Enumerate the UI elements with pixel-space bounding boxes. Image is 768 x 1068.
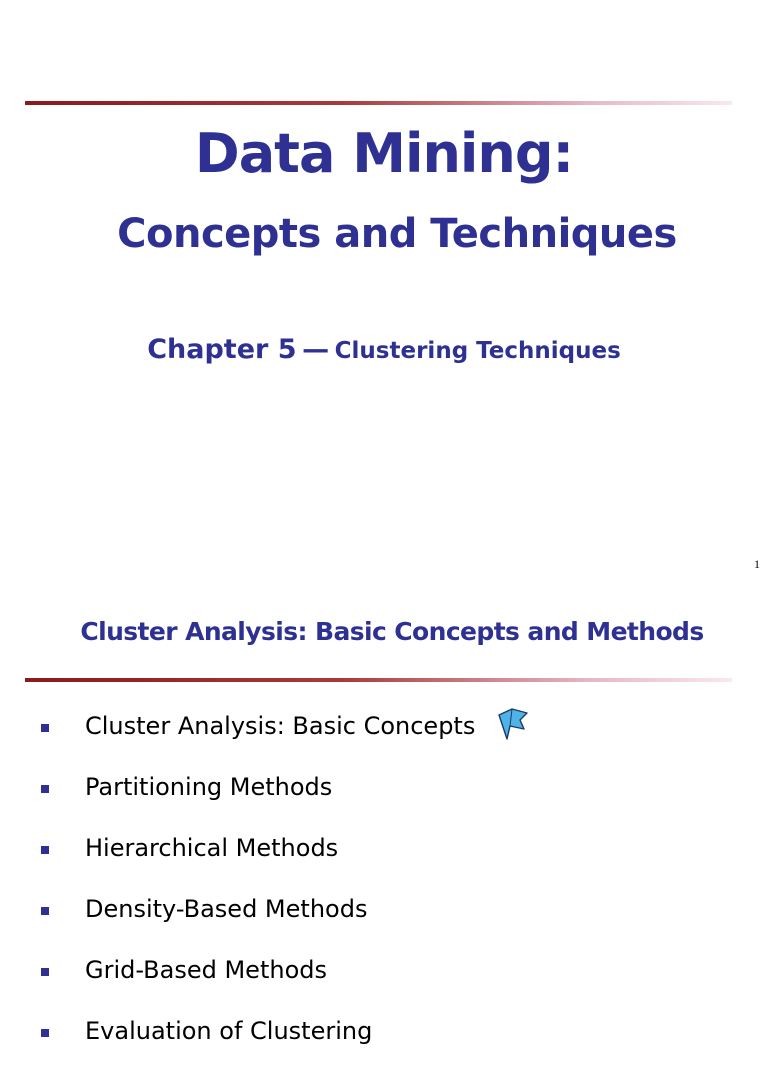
bullet-text: Density-Based Methods <box>85 895 368 923</box>
list-item <box>0 763 768 824</box>
list-item <box>0 1007 768 1068</box>
title-rule <box>25 678 732 682</box>
bullet-text: Cluster Analysis: Basic Concepts <box>85 712 476 740</box>
slide-title: Cluster Analysis: Basic Concepts and Methods <box>80 617 704 646</box>
bullet-text: Evaluation of Clustering <box>85 1017 373 1045</box>
slide-subtitle: Concepts and Techniques <box>117 211 677 257</box>
square-bullet-icon <box>41 724 49 732</box>
list-item <box>0 946 768 1007</box>
flag-pointer-icon <box>496 705 530 741</box>
chapter-heading <box>0 330 768 373</box>
square-bullet-icon <box>41 1029 49 1037</box>
list-item <box>0 885 768 946</box>
chapter-dash: — <box>302 334 330 365</box>
page-number: 1 <box>754 557 760 571</box>
slide-2 <box>0 576 768 1045</box>
bullet-text: Grid-Based Methods <box>85 956 327 984</box>
square-bullet-icon <box>41 846 49 854</box>
slide-title: Data Mining: <box>194 122 574 185</box>
chapter-number: Chapter 5 <box>147 334 297 365</box>
chapter-name: Clustering Techniques <box>334 338 621 364</box>
bullet-text: Hierarchical Methods <box>85 834 339 862</box>
title-rule <box>25 101 732 105</box>
list-item <box>0 702 768 763</box>
list-item <box>0 824 768 885</box>
square-bullet-icon <box>41 907 49 915</box>
square-bullet-icon <box>41 968 49 976</box>
bullet-list <box>0 702 768 1068</box>
square-bullet-icon <box>41 785 49 793</box>
bullet-text: Partitioning Methods <box>85 773 333 801</box>
